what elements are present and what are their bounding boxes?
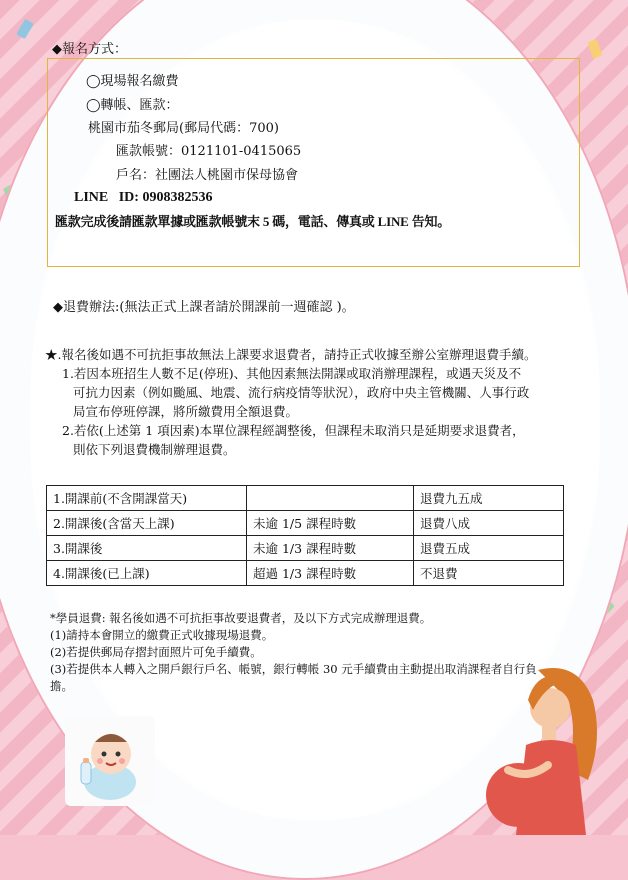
pregnant-woman-illustration	[478, 660, 628, 835]
table-cell: 未逾 1/3 課程時數	[247, 536, 414, 561]
student-refund-line2: (1)請持本會開立的繳費正式收據現場退費。	[50, 628, 274, 642]
registration-box	[47, 58, 580, 267]
transfer-notice: 匯款完成後請匯款單據或匯款帳號末 5 碼，電話、傳真或 LINE 告知。	[55, 214, 451, 229]
refund-star-note: ★.報名後如遇不可抗拒事故無法上課要求退費者，請持正式收據至辦公室辦理退費手續。	[45, 347, 537, 362]
post-office: 桃園市茄冬郵局(郵局代碼：700)	[88, 121, 279, 136]
table-cell: 退費五成	[414, 536, 564, 561]
option-transfer: ◯轉帳、匯款：	[86, 98, 179, 113]
registration-heading: ◆報名方式：	[52, 42, 127, 57]
student-refund-line1: *學員退費: 報名後如遇不可抗拒事故要退費者，及以下方式完成辦理退費。	[50, 611, 432, 625]
option-onsite: ◯現場報名繳費	[86, 74, 179, 89]
refund-item1-line2: 可抗力因素（例如颱風、地震、流行病疫情等狀況），政府中央主管機關、人事行政	[73, 385, 530, 400]
student-refund-line3: (2)若提供郵局存摺封面照片可免手續費。	[50, 645, 262, 659]
table-row	[47, 486, 564, 511]
line-id: LINE ID: 0908382536	[74, 190, 213, 205]
table-cell: 超過 1/3 課程時數	[247, 561, 414, 586]
table-cell: 4.開課後(已上課)	[47, 561, 247, 586]
baby-illustration	[65, 716, 155, 806]
refund-table	[46, 485, 564, 586]
table-row	[47, 561, 564, 586]
table-cell: 2.開課後(含當天上課)	[47, 511, 247, 536]
refund-heading: ◆退費辦法:(無法正式上課者請於開課前一週確認 )。	[53, 300, 355, 315]
table-cell: 1.開課前(不含開課當天)	[47, 486, 247, 511]
table-cell: 退費八成	[414, 511, 564, 536]
table-row	[47, 536, 564, 561]
student-refund-line4: (3)若提供本人轉入之開戶銀行戶名、帳號，銀行轉帳 30 元手續費由主動提出取消課程者自行負	[50, 662, 537, 676]
refund-item2-line1: 2.若依(上述第 1 項因素)本單位課程經調整後，但課程未取消只是延期要求退費者，	[62, 423, 525, 438]
table-cell: 未逾 1/5 課程時數	[247, 511, 414, 536]
table-cell: 3.開課後	[47, 536, 247, 561]
baby-icon	[65, 716, 155, 806]
table-cell: 不退費	[414, 561, 564, 586]
account-number: 匯款帳號：0121101-0415065	[116, 144, 302, 159]
table-cell: 退費九五成	[414, 486, 564, 511]
account-name: 戶名：社團法人桃園市保母協會	[116, 168, 299, 183]
refund-item1-line3: 局宣布停班停課，將所繳費用全額退費。	[73, 404, 299, 419]
student-refund-line5: 擔。	[50, 679, 73, 693]
refund-item2-line2: 則依下列退費機制辦理退費。	[73, 442, 236, 457]
table-row	[47, 511, 564, 536]
refund-item1-line1: 1.若因本班招生人數不足(停班)、其他因素無法開課或取消辦理課程，或遇天災及不	[62, 366, 522, 381]
table-cell	[247, 486, 414, 511]
